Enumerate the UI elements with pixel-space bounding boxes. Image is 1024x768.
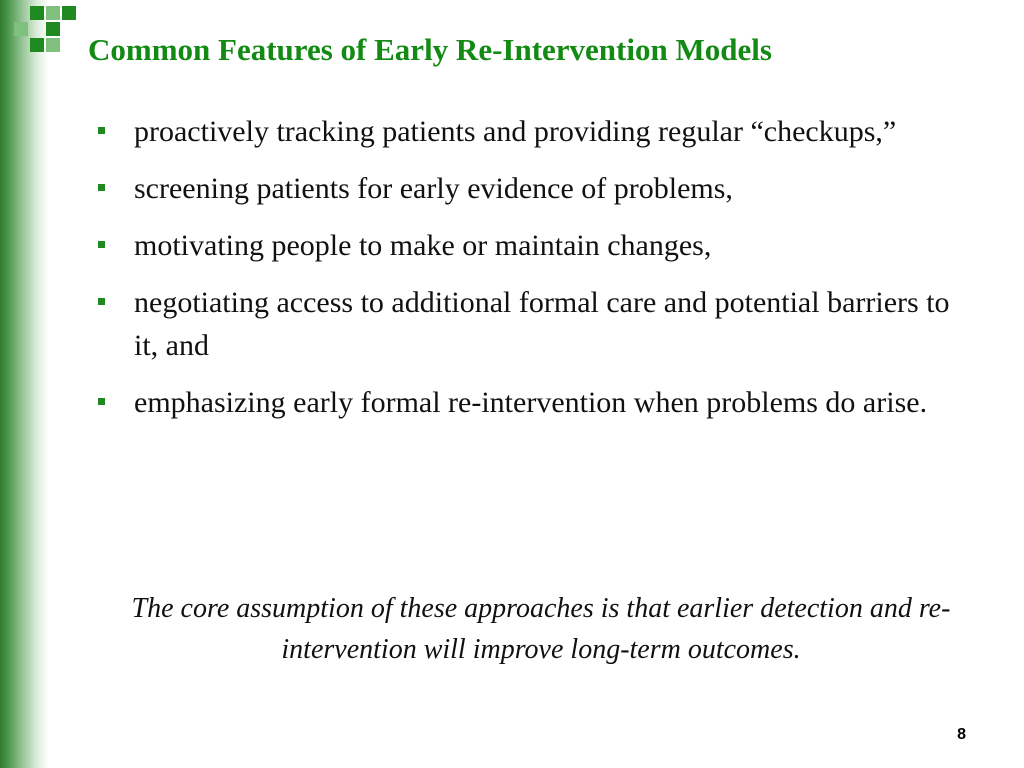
logo-square — [14, 22, 28, 36]
page-number: 8 — [957, 726, 966, 743]
checkered-squares-logo — [0, 0, 80, 72]
bullet-item — [96, 110, 976, 153]
square-bullet-icon — [98, 398, 105, 405]
bullet-text: screening patients for early evidence of problems, — [134, 172, 733, 205]
logo-square — [46, 6, 60, 20]
logo-square — [62, 6, 76, 20]
square-bullet-icon — [98, 127, 105, 134]
bullet-item — [96, 281, 976, 367]
bullet-item — [96, 381, 976, 424]
logo-square — [30, 6, 44, 20]
slide-title: Common Features of Early Re-Intervention Models — [88, 32, 772, 67]
square-bullet-icon — [98, 241, 105, 248]
logo-square — [30, 38, 44, 52]
logo-square — [46, 38, 60, 52]
bullet-item — [96, 224, 976, 267]
square-bullet-icon — [98, 298, 105, 305]
bullet-list — [96, 110, 976, 438]
bullet-text: emphasizing early formal re-intervention when problems do arise. — [134, 386, 928, 419]
core-assumption-note: The core assumption of these approaches is that earlier detection and re-intervention will improve long-term outcomes. — [131, 593, 951, 665]
bullet-item — [96, 167, 976, 210]
square-bullet-icon — [98, 184, 105, 191]
left-gradient-bar — [0, 0, 48, 768]
bullet-text: negotiating access to additional formal care and potential barriers to it, and — [134, 286, 950, 362]
logo-square — [46, 22, 60, 36]
bullet-text: motivating people to make or maintain changes, — [134, 229, 712, 262]
bullet-text: proactively tracking patients and providing regular “checkups,” — [134, 115, 897, 148]
